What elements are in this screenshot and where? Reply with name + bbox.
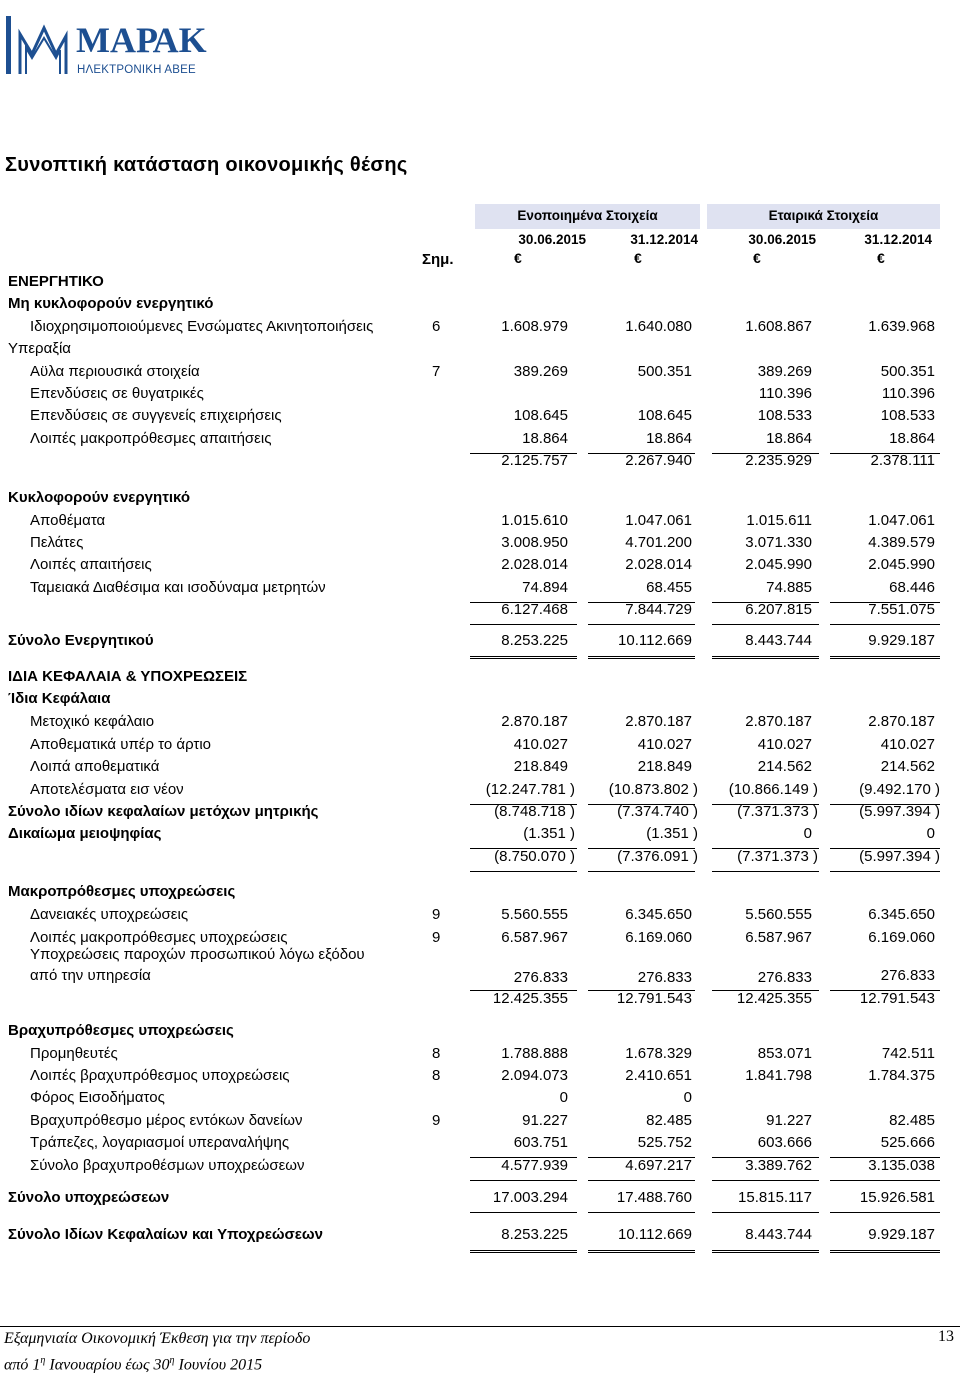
section-equity-liabilities: ΙΔΙΑ ΚΕΦΑΛΑΙΑ & ΥΠΟΧΡΕΩΣΕΙΣ: [8, 668, 248, 685]
underline: [588, 1250, 695, 1251]
company-subtitle: ΗΛΕΚΤΡΟΝΙΚΗ ΑΒΕΕ: [77, 64, 196, 76]
table-row: Ιδιοχρησιμοποιούμενες Ενσώματες Ακινητοποιήσεις 6 1.608.979 1.640.080 1.608.867 1.639.968: [30, 318, 935, 335]
currency-col-3: €: [753, 250, 761, 266]
logo-mark-icon: [16, 24, 70, 76]
table-row: Αϋλα περιουσικά στοιχεία 7 389.269 500.351 389.269 500.351: [30, 363, 935, 380]
underline: [470, 1250, 577, 1251]
table-row: Τράπεζες, λογαριασμοί υπεραναλήψης 603.751 525.752 603.666 525.666: [0, 1134, 960, 1156]
underline: [588, 1180, 695, 1181]
page-title: Συνοπτική κατάσταση οικονομικής θέσης: [5, 154, 408, 176]
underline: [830, 1180, 940, 1181]
table-row: Φόρος Εισοδήματος 0 0: [30, 1089, 692, 1106]
currency-col-1: €: [514, 250, 522, 266]
company-logo: [6, 8, 206, 78]
underline: [588, 624, 695, 625]
company-name: ΜΑΡΑΚ: [76, 20, 207, 60]
logo-bar: [6, 16, 11, 74]
date-col-3: 30.06.2015: [748, 232, 816, 247]
section-assets: ΕΝΕΡΓΗΤΙΚΟ: [8, 273, 104, 290]
date-col-1: 30.06.2015: [518, 232, 586, 247]
underline: [470, 656, 577, 657]
underline: [470, 871, 577, 872]
total-assets-row: Σύνολο Ενεργητικού 8.253.225 10.112.669 8.443.744 9.929.187: [0, 632, 960, 654]
table-row: Υπεραξία: [8, 340, 71, 357]
underline: [588, 1212, 695, 1213]
underline: [830, 1250, 940, 1251]
table-row: Αποθεματικά υπέρ το άρτιο 410.027 410.027 410.027 410.027: [30, 736, 935, 753]
table-row: Δανειακές υποχρεώσεις 9 5.560.555 6.345.650 5.560.555 6.345.650: [30, 906, 935, 923]
total-liabilities-row: Σύνολο υποχρεώσεων 17.003.294 17.488.760 15.815.117 15.926.581: [0, 1189, 960, 1211]
section-non-current-assets: Μη κυκλοφορούν ενεργητικό: [8, 295, 214, 312]
table-row: Βραχυπρόθεσμο μέρος εντόκων δανείων 9 91.227 82.485 91.227 82.485: [30, 1112, 935, 1129]
company-header: Εταιρικά Στοιχεία: [768, 208, 879, 223]
minority-interest-row: Δικαίωμα μειοψηφίας (1.351 ) (1.351 ) 0 0: [0, 825, 960, 847]
underline: [588, 656, 695, 657]
underline: [830, 871, 940, 872]
footer-text: [4, 1328, 310, 1376]
currency-col-4: €: [877, 250, 885, 266]
underline: [712, 871, 819, 872]
table-row: Λοιπά αποθεματικά 218.849 218.849 214.562 214.562: [30, 758, 935, 775]
currency-col-2: €: [634, 250, 642, 266]
parent-equity-row: Σύνολο ιδίων κεφαλαίων μετόχων μητρικής (8.748.718 ) (7.374.740 ) (7.371.373 ) (5.997.394 ): [8, 803, 940, 820]
footer-divider: [0, 1326, 960, 1327]
section-current-assets: Κυκλοφορούν ενεργητικό: [8, 489, 191, 506]
underline: [470, 624, 577, 625]
section-short-term-liabilities: Βραχυπρόθεσμες υποχρεώσεις: [8, 1022, 234, 1039]
short-term-total-row: Σύνολο βραχυπροθέσμων υποχρεώσεων 4.577.939 4.697.217 3.389.762 3.135.038: [0, 1157, 960, 1179]
table-row: Αποτελέσματα εισ νέον (12.247.781 ) (10.873.802 ) (10.866.149 ) (9.492.170 ): [0, 781, 960, 803]
total-equity-liabilities-row: Σύνολο Ιδίων Κεφαλαίων και Υποχρεώσεων 8.253.225 10.112.669 8.443.744 9.929.187: [0, 1226, 960, 1248]
table-row: Υποχρεώσεις παροχών προσωπικού λόγω εξόδου: [30, 946, 365, 963]
underline: [830, 1212, 940, 1213]
table-row: Λοιπές βραχυπρόθεσμος υποχρεώσεις 8 2.094.073 2.410.651 1.841.798 1.784.375: [30, 1067, 935, 1084]
table-row: Αποθέματα 1.015.610 1.047.061 1.015.611 1.047.061: [30, 512, 935, 529]
table-row: από την υπηρεσία 276.833 276.833 276.833 276.833: [0, 967, 960, 989]
underline: [830, 624, 940, 625]
table-row: Λοιπές μακροπρόθεσμες απαιτήσεις 18.864 18.864 18.864 18.864: [0, 430, 960, 452]
underline: [588, 871, 695, 872]
table-row: Επενδύσεις σε θυγατρικές 110.396 110.396: [30, 385, 935, 402]
date-col-2: 31.12.2014: [630, 232, 698, 247]
section-equity: Ίδια Κεφάλαια: [8, 690, 111, 707]
page-number: 13: [938, 1328, 954, 1345]
table-row: Ταμειακά Διαθέσιμα και ισοδύναμα μετρητών 74.894 68.455 74.885 68.446: [0, 579, 960, 601]
subtotal-row: (8.750.070 ) (7.376.091 ) (7.371.373 ) (5.997.394 ): [0, 848, 960, 870]
table-row: Λοιπές μακροπρόθεσμες υποχρεώσεις 9 6.587.967 6.169.060 6.587.967 6.169.060: [30, 929, 935, 946]
subtotal-row: 6.127.468 7.844.729 6.207.815 7.551.075: [0, 601, 960, 623]
underline: [712, 1212, 819, 1213]
underline: [712, 1180, 819, 1181]
table-row: Πελάτες 3.008.950 4.701.200 3.071.330 4.389.579: [30, 534, 935, 551]
note-header: Σημ.: [422, 251, 454, 268]
subtotal-row: 2.125.757 2.267.940 2.235.929 2.378.111: [501, 452, 935, 469]
date-col-4: 31.12.2014: [864, 232, 932, 247]
table-row: Μετοχικό κεφάλαιο 2.870.187 2.870.187 2.870.187 2.870.187: [30, 713, 935, 730]
consolidated-header: Ενοποιημένα Στοιχεία: [517, 208, 658, 223]
subtotal-row: 12.425.355 12.791.543 12.425.355 12.791.543: [492, 990, 935, 1007]
section-long-term-liabilities: Μακροπρόθεσμες υποχρεώσεις: [8, 883, 236, 900]
underline: [712, 1250, 819, 1251]
underline: [830, 656, 940, 657]
table-row: Επενδύσεις σε συγγενείς επιχειρήσεις 108.645 108.645 108.533 108.533: [30, 407, 935, 424]
footer-line-1: Εξαμηνιαία Οικονομική Έκθεση για την περίοδο: [4, 1330, 311, 1347]
footer-line-2: από $1^\eta$ Ιανουαρίου έως $30^\eta$ Ιουνίου 2015: [4, 1355, 263, 1374]
underline: [470, 1180, 577, 1181]
table-row: Λοιπές απαιτήσεις 2.028.014 2.028.014 2.045.990 2.045.990: [30, 556, 935, 573]
table-row: Προμηθευτές 8 1.788.888 1.678.329 853.071 742.511: [30, 1045, 935, 1062]
underline: [712, 624, 819, 625]
underline: [712, 656, 819, 657]
underline: [470, 1212, 577, 1213]
